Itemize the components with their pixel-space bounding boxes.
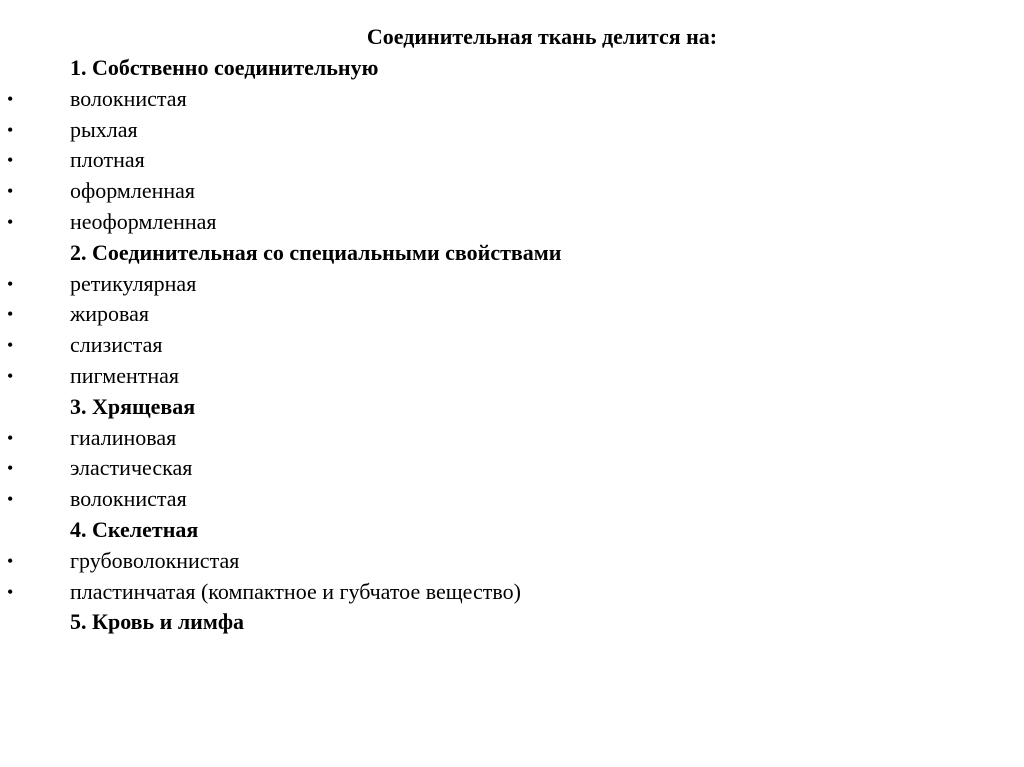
list-item <box>0 546 1024 577</box>
bullet-icon: • <box>7 489 14 510</box>
list-item-text: эластическая <box>70 455 193 481</box>
section-heading <box>0 238 1024 269</box>
list-item <box>0 269 1024 300</box>
list-item-text: ретикулярная <box>70 270 197 296</box>
list-item <box>0 115 1024 146</box>
list-item <box>0 145 1024 176</box>
list-item-text: плотная <box>70 147 145 173</box>
list-item-text: грубоволокнистая <box>70 547 240 573</box>
section-heading-text: 3. Хрящевая <box>70 393 196 419</box>
bullet-icon: • <box>7 119 14 140</box>
bullet-icon: • <box>7 88 14 109</box>
list-item <box>0 361 1024 392</box>
bullet-icon: • <box>7 150 14 171</box>
section-heading-text: 5. Кровь и лимфа <box>70 609 245 635</box>
section-heading-text: 4. Скелетная <box>70 516 199 542</box>
list-item-text: оформленная <box>70 178 196 204</box>
bullet-icon: • <box>7 581 14 602</box>
list-item-text: пластинчатая (компактное и губчатое вещество) <box>70 578 521 604</box>
list-item-text: волокнистая <box>70 85 187 111</box>
section-heading <box>0 53 1024 84</box>
list-item <box>0 423 1024 454</box>
list-item-text: жировая <box>70 301 149 327</box>
section-heading <box>0 607 1024 638</box>
bullet-icon: • <box>7 335 14 356</box>
bullet-icon: • <box>7 273 14 294</box>
classification-list <box>0 53 1024 638</box>
list-item <box>0 84 1024 115</box>
list-item-text: пигментная <box>70 362 180 388</box>
list-item <box>0 207 1024 238</box>
section-heading-text: 2. Соединительная со специальными свойствами <box>70 239 562 265</box>
list-item-text: волокнистая <box>70 486 187 512</box>
section-heading <box>0 515 1024 546</box>
list-item-text: гиалиновая <box>70 424 177 450</box>
bullet-icon: • <box>7 304 14 325</box>
bullet-icon: • <box>7 458 14 479</box>
bullet-icon: • <box>7 427 14 448</box>
section-heading <box>0 392 1024 423</box>
list-item <box>0 330 1024 361</box>
bullet-icon: • <box>7 211 14 232</box>
bullet-icon: • <box>7 365 14 386</box>
list-item-text: рыхлая <box>70 116 138 142</box>
list-item <box>0 453 1024 484</box>
list-item <box>0 484 1024 515</box>
section-heading-text: 1. Собственно соединительную <box>70 55 379 80</box>
list-item-text: слизистая <box>70 332 163 358</box>
list-item-text: неоформленная <box>70 208 217 234</box>
list-item <box>0 176 1024 207</box>
list-item <box>0 299 1024 330</box>
list-item <box>0 577 1024 608</box>
bullet-icon: • <box>7 181 14 202</box>
bullet-icon: • <box>7 550 14 571</box>
slide-title: Соединительная ткань делится на: <box>366 24 718 49</box>
